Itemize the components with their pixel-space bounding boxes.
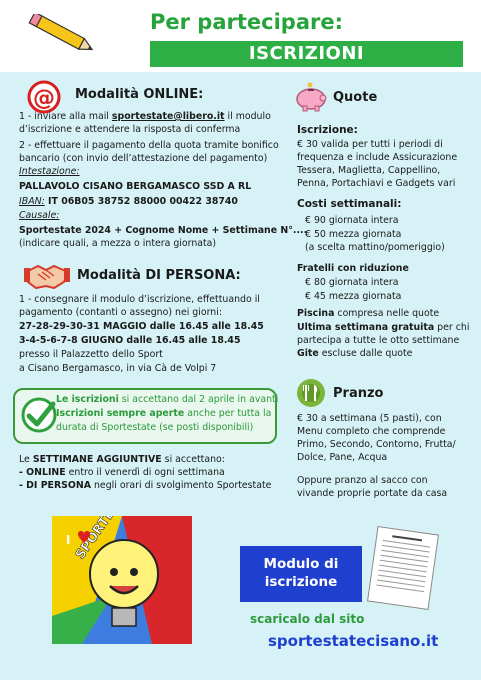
iscrizione-line-3: Tessera, Maglietta, Cappellino,: [297, 165, 441, 176]
persona-line-4: a Cisano Bergamasco, in via Cà de Volpi 7: [19, 363, 217, 374]
at-sign-icon: [26, 80, 62, 114]
gite-line: [297, 347, 412, 360]
pencil-icon: [26, 14, 100, 54]
logo-i: I: [66, 533, 71, 547]
note-line-2: [56, 407, 271, 420]
header: [0, 0, 481, 72]
modulo-line-2: iscrizione: [264, 574, 338, 590]
pranzo-heading: Pranzo: [333, 386, 384, 401]
extra-line-3a: - DI PERSONA: [19, 480, 92, 491]
fratelli-line-2: € 45 mezza giornata: [305, 291, 402, 302]
iscrizione-line-4: Penna, Portachiavi e Gadgets vari: [297, 178, 456, 189]
handshake-icon: [24, 260, 70, 292]
note-line-3: durata di Sportestate (se posti disponibili): [56, 422, 254, 433]
sportestate-logo: [52, 516, 192, 644]
intestazione-value: PALLAVOLO CISANO BERGAMASCO SSD A RL: [19, 181, 252, 192]
causale-note: (indicare quali, a mezza o intera giornata): [19, 238, 217, 249]
checkmark-icon: [20, 396, 58, 434]
extra-line-1a: Le: [19, 454, 33, 465]
email-link[interactable]: sportestate@libero.it: [111, 111, 225, 122]
gite-text: escluse dalle quote: [318, 348, 413, 359]
extra-line-1b: SETTIMANE AGGIUNTIVE: [32, 454, 162, 465]
costi-line-1: € 90 giornata intera: [305, 215, 399, 226]
online-line-2: d’iscrizione e attendere la risposta di conferma: [19, 124, 241, 135]
pranzo-line-5: Oppure pranzo al sacco con: [297, 475, 428, 486]
extra-line-1: [19, 453, 225, 466]
ultima-text: per chi: [434, 322, 470, 333]
note-line-1: [56, 393, 278, 406]
modulo-banner[interactable]: [240, 546, 362, 602]
online-line-4: bancario (con invio dell’attestazione del pagamento): [19, 153, 268, 164]
costi-line-2: € 50 mezza giornata: [305, 229, 402, 240]
extra-line-2b: entro il venerdì di ogni settimana: [65, 467, 225, 478]
persona-line-2: pagamento (contanti o assegno) nei giorni:: [19, 307, 222, 318]
online-heading: Modalità ONLINE:: [75, 87, 204, 102]
iban-value: IT 06B05 38752 88000 00422 38740: [44, 196, 238, 207]
persona-heading: Modalità DI PERSONA:: [77, 268, 241, 283]
iscrizione-line-1: € 30 valida per tutti i periodi di: [297, 139, 443, 150]
extra-line-3b: negli orari di svolgimento Sportestate: [91, 480, 272, 491]
note-line-2b: anche per tutta la: [184, 408, 272, 419]
fratelli-line-1: € 80 giornata intera: [305, 277, 399, 288]
causale-value: Sportestate 2024 + Cognome Nome + Settimane N°....: [19, 225, 308, 236]
persona-line-3: presso il Palazzetto dello Sport: [19, 349, 163, 360]
pranzo-line-1: € 30 a settimana (5 pasti), con: [297, 413, 442, 424]
quote-heading: Quote: [333, 90, 378, 105]
note-line-1a: Le iscrizioni: [56, 394, 119, 405]
iscrizione-line-2: frequenza e include Assicurazione: [297, 152, 458, 163]
ultima-line-1: [297, 321, 469, 334]
form-document-icon: [367, 526, 439, 610]
page-title: Per partecipare:: [150, 10, 343, 34]
costi-title: Costi settimanali:: [297, 198, 402, 210]
costi-line-3: (a scelta mattino/pomeriggio): [305, 242, 445, 253]
pranzo-line-3: Primo, Secondo, Contorno, Frutta/: [297, 439, 456, 450]
iban-line: [19, 195, 238, 208]
download-hint: scaricalo dal sito: [250, 612, 365, 626]
pranzo-line-4: Dolce, Pane, Acqua: [297, 452, 388, 463]
persona-line-1: 1 - consegnare il modulo d’iscrizione, effettuando il: [19, 294, 260, 305]
fratelli-title: Fratelli con riduzione: [297, 263, 409, 274]
site-link[interactable]: sportestatecisano.it: [268, 632, 439, 650]
gite-label: Gite: [297, 348, 319, 359]
note-line-2a: Iscrizioni sempre aperte: [56, 408, 185, 419]
iscrizione-title: Iscrizione:: [297, 124, 358, 136]
note-line-1b: si accettano dal 2 aprile in avanti: [118, 394, 279, 405]
ultima-label: Ultima settimana gratuita: [297, 322, 435, 333]
online-line-1a: 1 - inviare alla mail: [19, 111, 112, 122]
persona-dates-2: 3-4-5-6-7-8 GIUGNO dalle 16.45 alle 18.45: [19, 335, 241, 346]
piscina-line: [297, 307, 439, 320]
intestazione-label: Intestazione:: [19, 166, 80, 177]
ultima-line-2: partecipa a tutte le otto settimane: [297, 335, 460, 346]
pranzo-line-2: Menu completo che comprende: [297, 426, 446, 437]
modulo-line-1: Modulo di: [263, 556, 339, 572]
online-line-1: [19, 110, 271, 123]
iban-label: IBAN:: [19, 196, 45, 207]
persona-dates-1: 27-28-29-30-31 MAGGIO dalle 16.45 alle 18.45: [19, 321, 264, 332]
extra-line-2: [19, 466, 225, 479]
pranzo-line-6: vivande proprie portate da casa: [297, 488, 448, 499]
piscina-label: Piscina: [297, 308, 335, 319]
online-line-3: 2 - effettuare il pagamento della quota tramite bonifico: [19, 140, 279, 151]
piscina-text: compresa nelle quote: [334, 308, 440, 319]
svg-text:@: @: [33, 86, 55, 111]
piggy-bank-icon: [293, 82, 329, 112]
extra-line-1c: si accettano:: [161, 454, 225, 465]
extra-line-2a: - ONLINE: [19, 467, 66, 478]
extra-line-3: [19, 479, 271, 492]
plate-cutlery-icon: [296, 378, 326, 408]
causale-label: Causale:: [19, 210, 60, 221]
section-banner: ISCRIZIONI: [150, 41, 463, 67]
online-line-1b: il modulo: [224, 111, 271, 122]
